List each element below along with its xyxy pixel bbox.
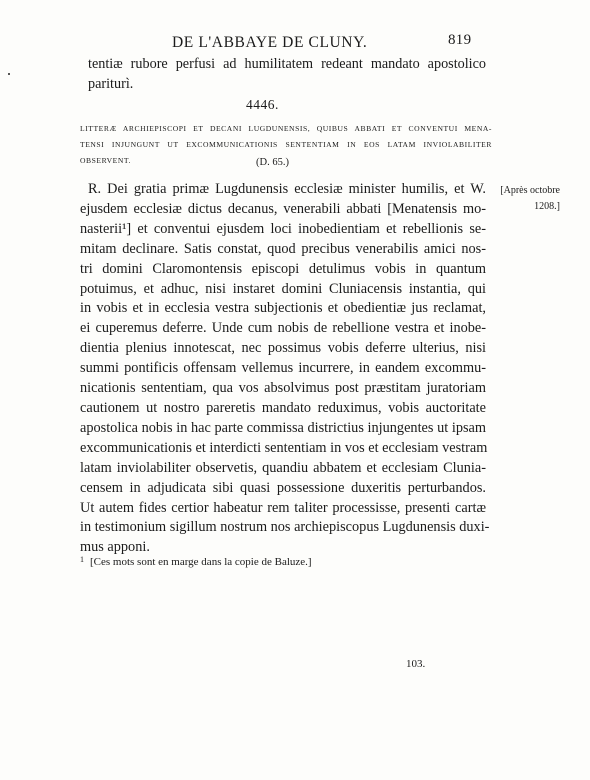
footnote [80, 555, 312, 568]
body-line: mus apponi. [80, 539, 150, 556]
margin-date-line: [Après octobre [500, 185, 560, 196]
footnote-number: 1 [80, 555, 84, 564]
continuation-text [88, 55, 486, 94]
heading-line: LITTERÆ ARCHIEPISCOPI ET DECANI LUGDUNENSIS, QUIBUS ABBATI ET CONVENTUI MENA- [80, 124, 492, 133]
body-line: in vobis et in ecclesia vestra subjectionis et obedientiæ jus reclamat, [80, 300, 486, 317]
heading-line: TENSI INJUNGUNT UT EXCOMMUNICATIONIS SENTENTIAM IN EOS LATAM INVIOLABILITER [80, 139, 492, 149]
body-line: apostolica nobis in hac parte commissa districtius injungentes ut ipsam [80, 419, 486, 436]
margin-mark [8, 73, 10, 75]
body-line: latam inviolabiliter observetis, quandiu abbatem et ecclesiam Clunia- [80, 459, 486, 476]
heading-line: OBSERVENT. [80, 155, 131, 165]
body-line: nasterii¹] et conventui ejusdem loci inobedientiam et rebellionis se- [80, 220, 486, 237]
body-line: tri domini Claromontensis episcopi detulimus vobis in quantum [80, 260, 486, 277]
signature-mark: 103. [406, 658, 426, 670]
body-line: censem in adjudicata sibi quasi possessione duxeritis perturbandos. [80, 479, 486, 496]
body-line: R. Dei gratia primæ Lugdunensis ecclesiæ minister humilis, et W. [88, 181, 486, 197]
text-line: tentiæ rubore perfusi ad humilitatem redeant mandato apostolico [88, 56, 486, 72]
body-line: ei cuperemus deferre. Unde cum nobis de rebellione vestra et inobe- [80, 320, 486, 337]
source-reference: (D. 65.) [256, 157, 289, 168]
body-line: Ut autem fides certior habeatur rem taliter processisse, presenti cartæ [80, 499, 486, 516]
body-line: in testimonium sigillum nostrum nos archiepiscopus Lugdunensis duxi- [80, 519, 490, 536]
footnote-text: [Ces mots sont en marge dans la copie de Baluze.] [90, 556, 312, 568]
margin-date [500, 183, 560, 215]
text-line: pariturì. [88, 75, 134, 92]
running-title: DE L'ABBAYE DE CLUNY. [172, 34, 368, 51]
body-line: mitam declinare. Satis constat, quod precibus venerabilis amici nos- [80, 240, 486, 257]
margin-date-line: 1208.] [534, 201, 560, 212]
document-body [80, 180, 490, 558]
page-number: 819 [448, 32, 472, 48]
body-line: summi pontificis offensam vellemus incurrere, in eandem excommu- [80, 360, 486, 377]
body-line: ejusdem ecclesiæ dictus decanus, venerabili abbati [Menatensis mo- [80, 200, 486, 217]
body-line: potuimus, et adhuc, nisi instaret domini Cluniacensis instantia, qui [80, 280, 486, 297]
body-line: excommunicationis et interdicti sententiam in vos et ecclesiam vestram [80, 439, 488, 456]
body-line: nicationis sententiam, qua vos absolvimus post præstitam juratoriam [80, 380, 486, 397]
body-line: cautionem ut nostro pareretis mandato reduximus, vobis auctoritate [80, 399, 486, 416]
body-line: dientia plenius innotescat, nec possimus vobis deferre ulterius, nisi [80, 340, 486, 357]
document-number: 4446. [246, 97, 279, 112]
